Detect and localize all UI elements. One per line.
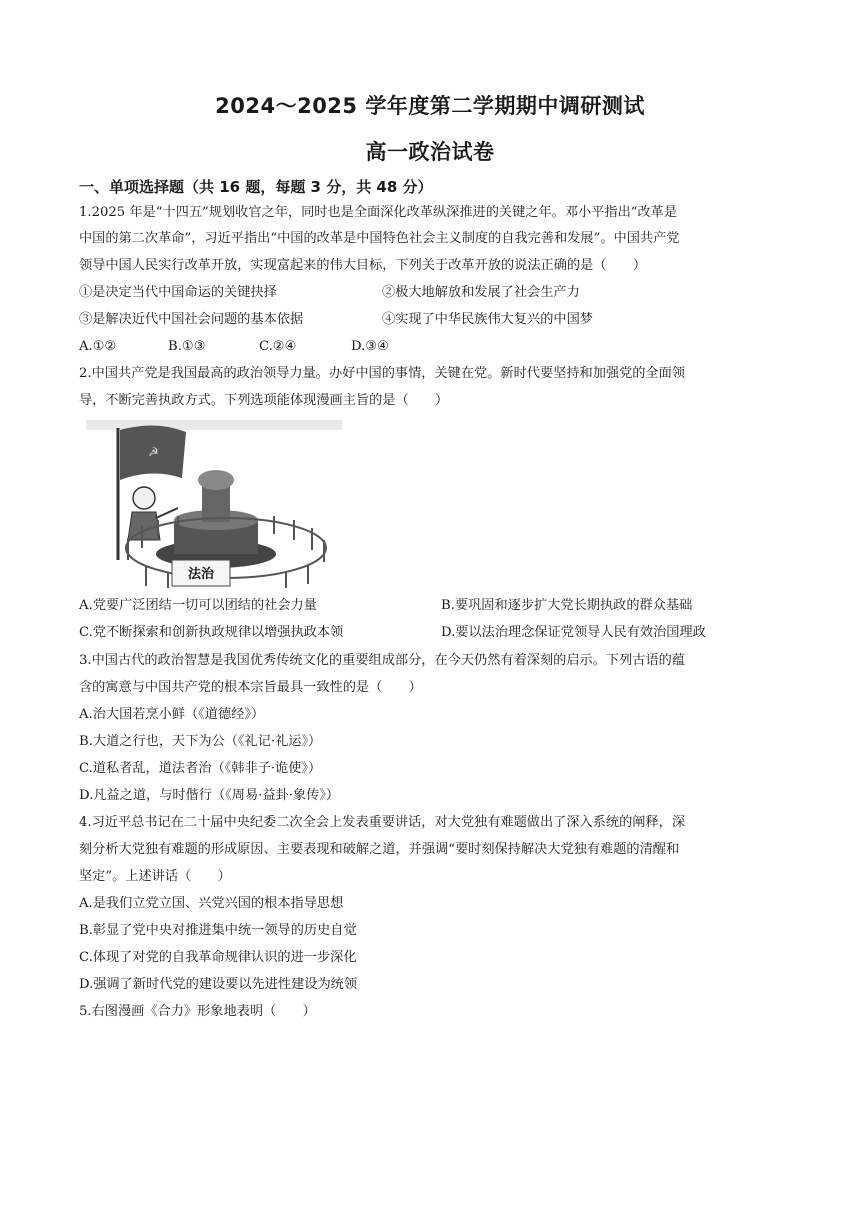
cartoon-label: 法治 xyxy=(187,567,215,582)
q1-stem-line-3: 领导中国人民实行改革开放，实现富起来的伟大目标，下列关于改革开放的说法正确的是（ ） xyxy=(79,258,647,273)
q3-option-d: D.凡益之道，与时偕行（《周易·益卦·象传》） xyxy=(79,788,340,803)
q1-item-4: ④实现了中华民族伟大复兴的中国梦 xyxy=(382,312,593,327)
exam-subtitle: 高一政治试卷 xyxy=(365,140,495,164)
q1-item-3: ③是解决近代中国社会问题的基本依据 xyxy=(79,312,304,327)
q1-option-b: B.①③ xyxy=(168,339,206,354)
q1-item-1: ①是决定当代中国命运的关键抉择 xyxy=(79,285,277,300)
cartoon-rule-of-law xyxy=(86,420,342,588)
q1-option-d: D.③④ xyxy=(351,339,389,354)
q3-stem-line-1: 3.中国古代的政治智慧是我国优秀传统文化的重要组成部分，在今天仍然有着深刻的启示。下列古语的蕴 xyxy=(79,653,686,668)
q1-item-2: ②极大地解放和发展了社会生产力 xyxy=(382,285,580,300)
q3-option-b: B.大道之行也，天下为公（《礼记·礼运》） xyxy=(79,734,322,749)
q1-stem-line-2: 中国的第二次革命”，习近平指出“中国的改革是中国特色社会主义制度的自我完善和发展”。中国共产党 xyxy=(79,231,680,246)
q2-option-d: D.要以法治理念保证党领导人民有效治国理政 xyxy=(441,625,706,640)
q3-option-c: C.道私者乱，道法者治（《韩非子·诡使》） xyxy=(79,761,322,776)
q3-stem-line-2: 含的寓意与中国共产党的根本宗旨最具一致性的是（ ） xyxy=(79,680,422,695)
q1-option-c: C.②④ xyxy=(259,339,297,354)
q4-stem-line-3: 坚定”。上述讲话（ ） xyxy=(79,869,231,884)
q2-stem-line-2: 导，不断完善执政方式。下列选项能体现漫画主旨的是（ ） xyxy=(79,393,449,408)
q3-option-a: A.治大国若烹小鲜（《道德经》） xyxy=(79,707,265,722)
q2-option-c: C.党不断探索和创新执政规律以增强执政本领 xyxy=(79,625,344,640)
q5-stem-line-1: 5.右图漫画《合力》形象地表明（ ） xyxy=(79,1004,316,1019)
q4-option-d: D.强调了新时代党的建设要以先进性建设为统领 xyxy=(79,977,358,992)
q2-stem-line-1: 2.中国共产党是我国最高的政治领导力量。办好中国的事情，关键在党。新时代要坚持和加强党的全面领 xyxy=(79,366,686,381)
q2-option-b: B.要巩固和逐步扩大党长期执政的群众基础 xyxy=(441,598,693,613)
svg-text:☭: ☭ xyxy=(148,445,159,459)
q4-stem-line-1: 4.习近平总书记在二十届中央纪委二次全会上发表重要讲话，对大党独有难题做出了深入系统的阐释，深 xyxy=(79,815,686,830)
q4-option-c: C.体现了对党的自我革命规律认识的进一步深化 xyxy=(79,950,357,965)
q1-stem-line-1: 1.2025 年是“十四五”规划收官之年，同时也是全面深化改革纵深推进的关键之年。邓小平指出“改革是 xyxy=(79,205,678,220)
section-heading: 一、单项选择题（共 16 题，每题 3 分，共 48 分） xyxy=(79,178,433,196)
q4-option-b: B.彰显了党中央对推进集中统一领导的历史自觉 xyxy=(79,923,357,938)
q4-stem-line-2: 刻分析大党独有难题的形成原因、主要表现和破解之道，并强调“要时刻保持解决大党独有难题的清醒和 xyxy=(79,842,680,857)
q1-option-a: A.①② xyxy=(79,339,117,354)
exam-title: 2024～2025 学年度第二学期期中调研测试 xyxy=(215,94,645,118)
q4-option-a: A.是我们立党立国、兴党兴国的根本指导思想 xyxy=(79,896,344,911)
q2-option-a: A.党要广泛团结一切可以团结的社会力量 xyxy=(79,598,317,613)
